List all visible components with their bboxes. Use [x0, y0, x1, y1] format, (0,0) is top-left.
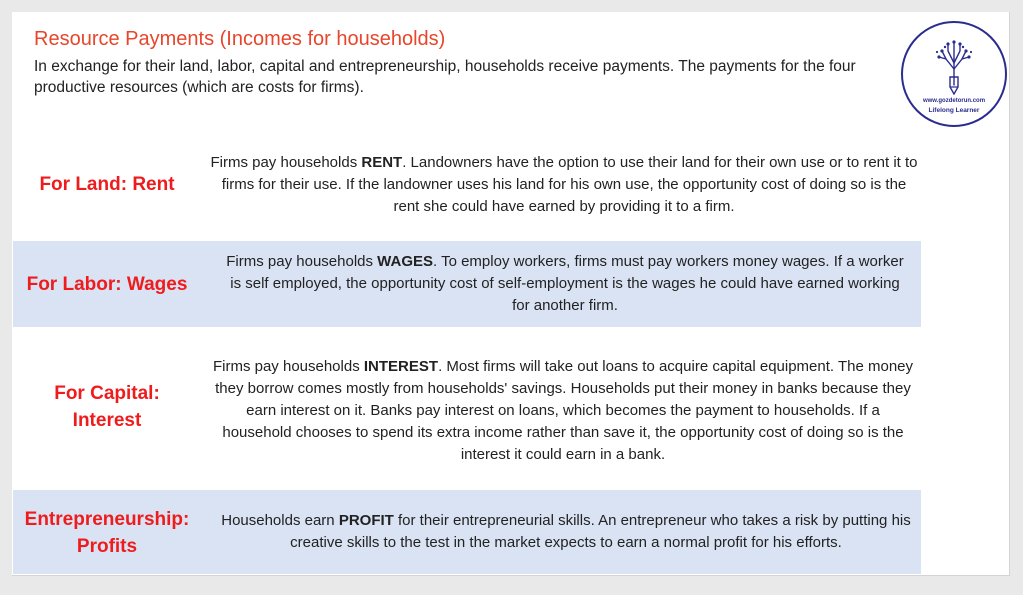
- keyword: WAGES: [377, 253, 434, 270]
- logo-url: www.gozdetorun.com: [922, 98, 986, 104]
- row-description: Firms pay households INTEREST. Most firms will take out loans to acquire capital equipment. The money they borrow comes mostly from households' savings. Households put their money in banks because they earn interest on it. Banks pay interest on loans, which becomes the payment to households. If a household chooses to spend its extra income rather than save it, the opportunity cost of doing so is the interest it could earn in a bank.: [212, 358, 914, 463]
- row-label: For Land: Rent: [39, 174, 175, 195]
- row-labor: [13, 241, 921, 327]
- keyword: PROFIT: [338, 512, 394, 529]
- row-land: [13, 140, 921, 226]
- slide-title: Resource Payments (Incomes for households): [34, 28, 446, 50]
- keyword: RENT: [361, 154, 403, 171]
- row-entrepreneurship: [13, 490, 921, 574]
- logo-tagline: Lifelong Learner: [928, 107, 980, 114]
- intro-text: In exchange for their land, labor, capital and entrepreneurship, households receive payments. The payments for the four productive resources (which are costs for firms).: [34, 58, 856, 96]
- row-description: Firms pay households RENT. Landowners have the option to use their land for their own use or to rent it to firms for their use. If the landowner uses his land for his own use, the opportunity cost of doing so is the rent she could have earned by providing it to a firm.: [210, 154, 918, 215]
- row-description: Firms pay households WAGES. To employ workers, firms must pay workers money wages. If a worker is self employed, the opportunity cost of self-employment is the wages he could have earned working for another firm.: [226, 253, 904, 314]
- row-label: Entrepreneurship: Profits: [24, 509, 190, 557]
- row-description: Households earn PROFIT for their entrepreneurial skills. An entrepreneur who takes a risk by putting his creative skills to the test in the market expects to earn a normal profit for his efforts.: [221, 512, 911, 551]
- keyword: INTEREST: [363, 358, 439, 375]
- slide: [12, 12, 1010, 576]
- row-label: For Labor: Wages: [26, 274, 188, 295]
- logo: [901, 21, 1007, 127]
- tree-pen-icon: [934, 39, 974, 95]
- row-capital: [13, 342, 921, 480]
- row-label: For Capital: Interest: [54, 383, 160, 431]
